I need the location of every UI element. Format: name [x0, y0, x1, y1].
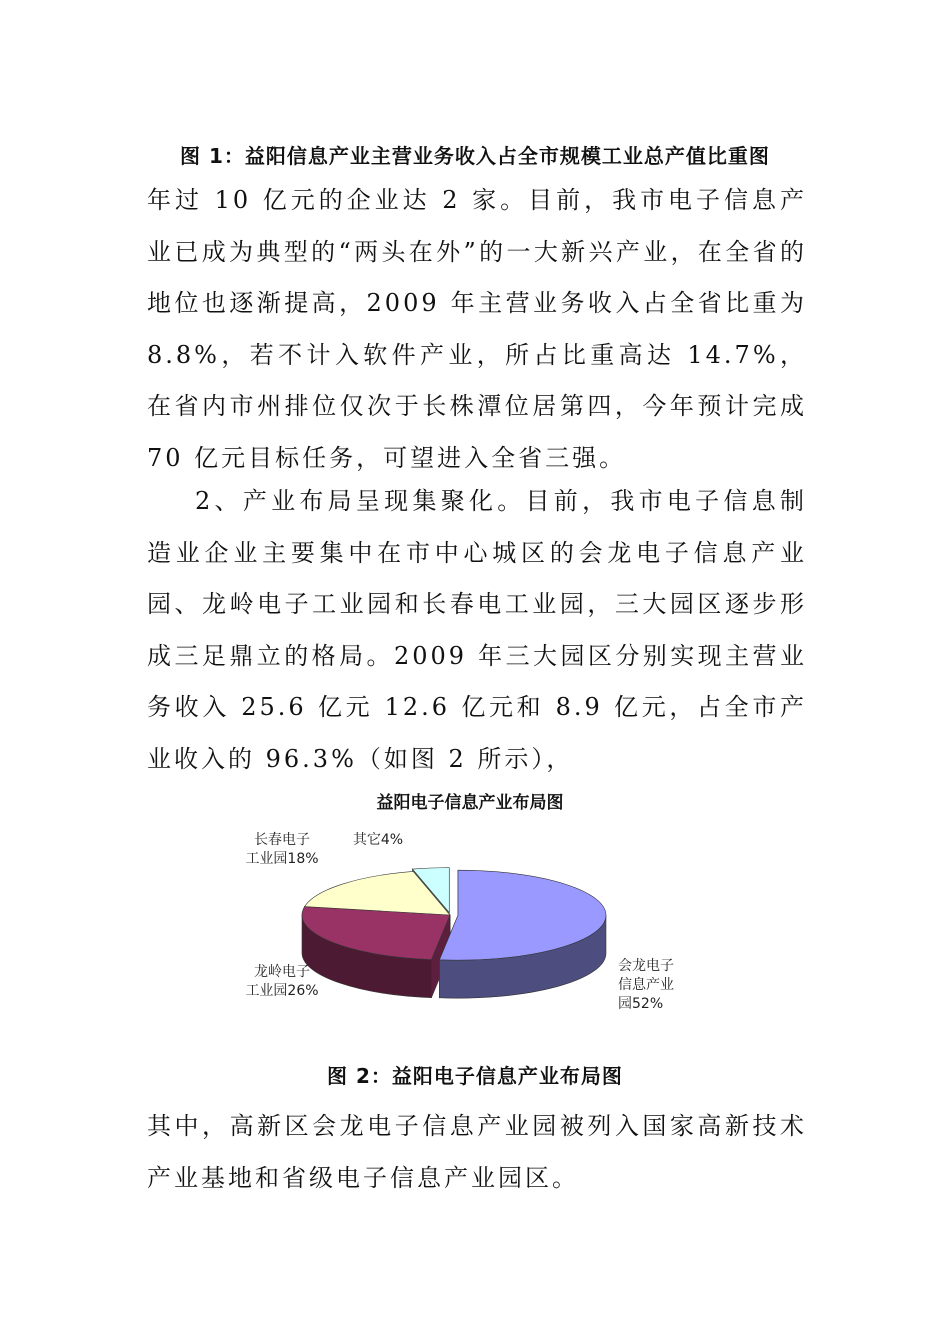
figure1-caption: 图 1：益阳信息产业主营业务收入占全市规模工业总产值比重图 — [180, 144, 770, 168]
pie-chart — [200, 780, 760, 1030]
chart-title: 益阳电子信息产业布局图 — [376, 793, 564, 813]
slice--label: 其它4% — [352, 832, 404, 848]
paragraph-3: 其中，高新区会龙电子信息产业园被列入国家高新技术产业基地和省级电子信息产业园区。 — [147, 1112, 807, 1192]
slice--label: 长春电子工业园18% — [245, 832, 319, 867]
pie-chart-svg — [200, 780, 760, 1030]
paragraph-2: 2、产业布局呈现集聚化。目前，我市电子信息制造业企业主要集中在市中心城区的会龙电子信息产业园、龙岭电子工业园和长春电工业园，三大园区逐步形成三足鼎立的格局。2009 年三大园区分别实现主营业务收入 25.6 亿元 12.6 亿元和 8.9 亿元，占全市产业收入的 96.3%（如图 2 所示）， — [147, 487, 807, 773]
figure2-caption: 图 2：益阳电子信息产业布局图 — [327, 1064, 623, 1088]
slice--label: 龙岭电子工业园26% — [245, 964, 319, 999]
pie-tops — [302, 868, 606, 961]
paragraph-1: 年过 10 亿元的企业达 2 家。目前，我市电子信息产业已成为典型的“两头在外”的一大新兴产业，在全省的地位也逐渐提高，2009 年主营业务收入占全省比重为 8.8%，若不计入软件产业，所占比重高达 14.7%，在省内市州排位仅次于长株潭位居第四，今年预计完成 70 亿元目标任务，可望进入全省三强。 — [147, 186, 807, 472]
slice--label: 会龙电子信息产业园52% — [618, 958, 674, 1012]
